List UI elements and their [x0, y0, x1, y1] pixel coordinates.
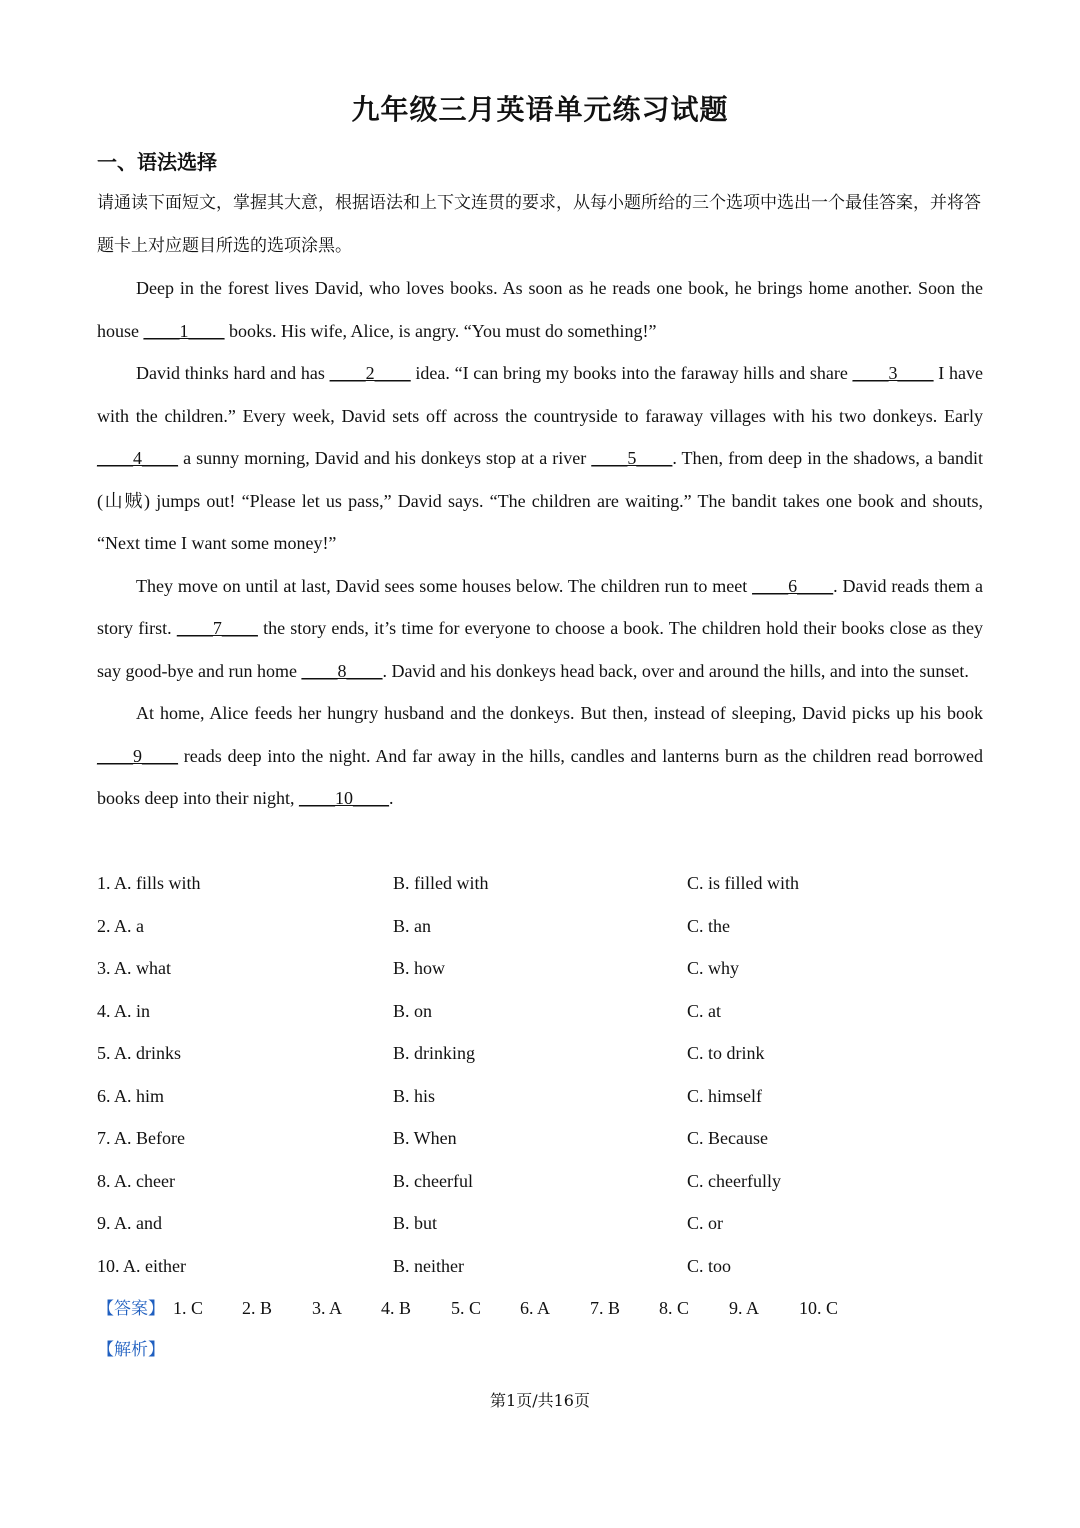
option-row	[97, 1245, 983, 1288]
passage-paragraph-1	[97, 267, 983, 352]
option-row	[97, 947, 983, 990]
option-b: B. on	[393, 1000, 433, 1021]
answer-key	[97, 1287, 997, 1329]
passage-text: . David and his donkeys head back, over and around the hills, and into the sunset.	[382, 660, 969, 681]
option-a: 3. A. what	[97, 958, 171, 978]
option-c: C. cheerfully	[687, 1170, 781, 1191]
option-row	[97, 1117, 983, 1160]
passage-text: .	[388, 788, 394, 808]
reading-passage	[97, 267, 983, 820]
option-row	[97, 990, 983, 1033]
passage-text: At home, Alice feeds her hungry husband and the donkeys. But then, instead of sleeping, David picks up his book	[136, 703, 983, 723]
blank-10: ____10____	[298, 788, 389, 808]
passage-text: Deep in the forest lives David, who loves books. As soon as he reads one book, he brings home another. Soon the house	[97, 278, 983, 341]
option-a: 9. A. and	[97, 1213, 162, 1233]
option-c: C. at	[687, 1000, 721, 1021]
answer-item: 6. A	[520, 1298, 551, 1318]
passage-paragraph-3	[97, 565, 983, 693]
option-b: B. an	[393, 915, 431, 936]
option-b: B. his	[393, 1085, 436, 1106]
option-c: C. why	[687, 958, 740, 978]
answer-item: 4. B	[381, 1298, 412, 1318]
option-b: B. but	[393, 1213, 438, 1233]
passage-text: the story ends, it’s time for everyone to choose a book. The children hold their books close as they say good-bye and run home	[97, 618, 983, 681]
passage-text: . Then, from deep in the shadows, a bandit (山贼) jumps out! “Please let us pass,” David says. “The children are waiting.” The bandit takes one book and shouts, “Next time I want some money!”	[97, 448, 983, 553]
option-a: 6. A. him	[97, 1085, 165, 1106]
page-title: 九年级三月英语单元练习试题	[351, 93, 729, 126]
option-row	[97, 905, 983, 948]
option-a: 2. A. a	[97, 915, 144, 936]
option-a: 7. A. Before	[97, 1128, 185, 1148]
option-c: C. or	[687, 1213, 723, 1233]
option-row	[97, 1202, 983, 1245]
blank-2: ____2____	[329, 363, 411, 383]
blank-7: ____7____	[176, 618, 258, 638]
option-c: C. himself	[687, 1085, 762, 1106]
answer-label: 【答案】	[97, 1299, 165, 1319]
option-b: B. cheerful	[393, 1170, 473, 1191]
passage-text: reads deep into the night. And far away in the hills, candles and lanterns burn as the children read borrowed books deep into their night,	[97, 745, 983, 808]
blank-8: ____8____	[301, 660, 383, 681]
analysis-label: 【解析】	[97, 1340, 165, 1360]
passage-text: books. His wife, Alice, is angry. “You must do something!”	[224, 320, 657, 341]
passage-text: a sunny morning, David and his donkeys stop at a river	[178, 448, 592, 468]
option-c: C. the	[687, 915, 730, 936]
option-c: C. to drink	[687, 1043, 765, 1063]
option-row	[97, 1032, 983, 1075]
passage-text: idea. “I can bring my books into the faraway hills and share	[410, 363, 853, 383]
option-b: B. filled with	[393, 873, 489, 893]
option-row	[97, 862, 983, 905]
answer-item: 10. C	[799, 1298, 839, 1318]
answer-item: 8. C	[659, 1298, 690, 1318]
blank-6: ____6____	[752, 575, 834, 596]
passage-text: I have with the children.” Every week, David sets off across the countryside to faraway villages with his two donkeys. Early	[97, 363, 983, 426]
option-a: 4. A. in	[97, 1000, 151, 1021]
blank-9: ____9____	[97, 745, 178, 766]
passage-text: They move on until at last, David sees some houses below. The children run to meet	[136, 575, 753, 596]
analysis-section	[97, 1329, 165, 1371]
page-number: 第1页/共16页	[490, 1391, 590, 1410]
passage-text: . David reads them a story first.	[97, 575, 983, 638]
option-c: C. Because	[687, 1128, 768, 1148]
option-row	[97, 1160, 983, 1203]
blank-3: ____3____	[852, 363, 934, 383]
option-a: 1. A. fills with	[97, 873, 201, 893]
answer-item: 5. C	[451, 1298, 482, 1318]
option-row	[97, 1075, 983, 1118]
passage-paragraph-2	[97, 352, 983, 565]
passage-text: David thinks hard and has	[136, 363, 330, 383]
instructions: 请通读下面短文，掌握其大意，根据语法和上下文连贯的要求，从每小题所给的三个选项中选出一个最佳答案，并将答题卡上对应题目所选的选项涂黑。	[97, 193, 981, 256]
option-b: B. When	[393, 1128, 457, 1148]
option-b: B. drinking	[393, 1043, 476, 1063]
answer-item: 2. B	[242, 1298, 273, 1318]
blank-5: ____5____	[591, 448, 673, 468]
passage-paragraph-4	[97, 692, 983, 820]
answer-item: 1. C	[173, 1298, 204, 1318]
option-a: 8. A. cheer	[97, 1170, 175, 1191]
section-heading: 一、语法选择	[97, 150, 217, 174]
answer-item: 7. B	[590, 1298, 621, 1318]
option-c: C. is filled with	[687, 873, 799, 893]
answer-item: 3. A	[312, 1298, 343, 1318]
option-c: C. too	[687, 1255, 732, 1276]
answer-item: 9. A	[729, 1298, 760, 1318]
option-a: 5. A. drinks	[97, 1043, 182, 1063]
option-b: B. neither	[393, 1255, 464, 1276]
option-b: B. how	[393, 958, 446, 978]
blank-4: ____4____	[97, 448, 178, 468]
option-a: 10. A. either	[97, 1255, 186, 1276]
blank-1: ____1____	[143, 320, 225, 341]
question-options	[97, 862, 983, 1287]
